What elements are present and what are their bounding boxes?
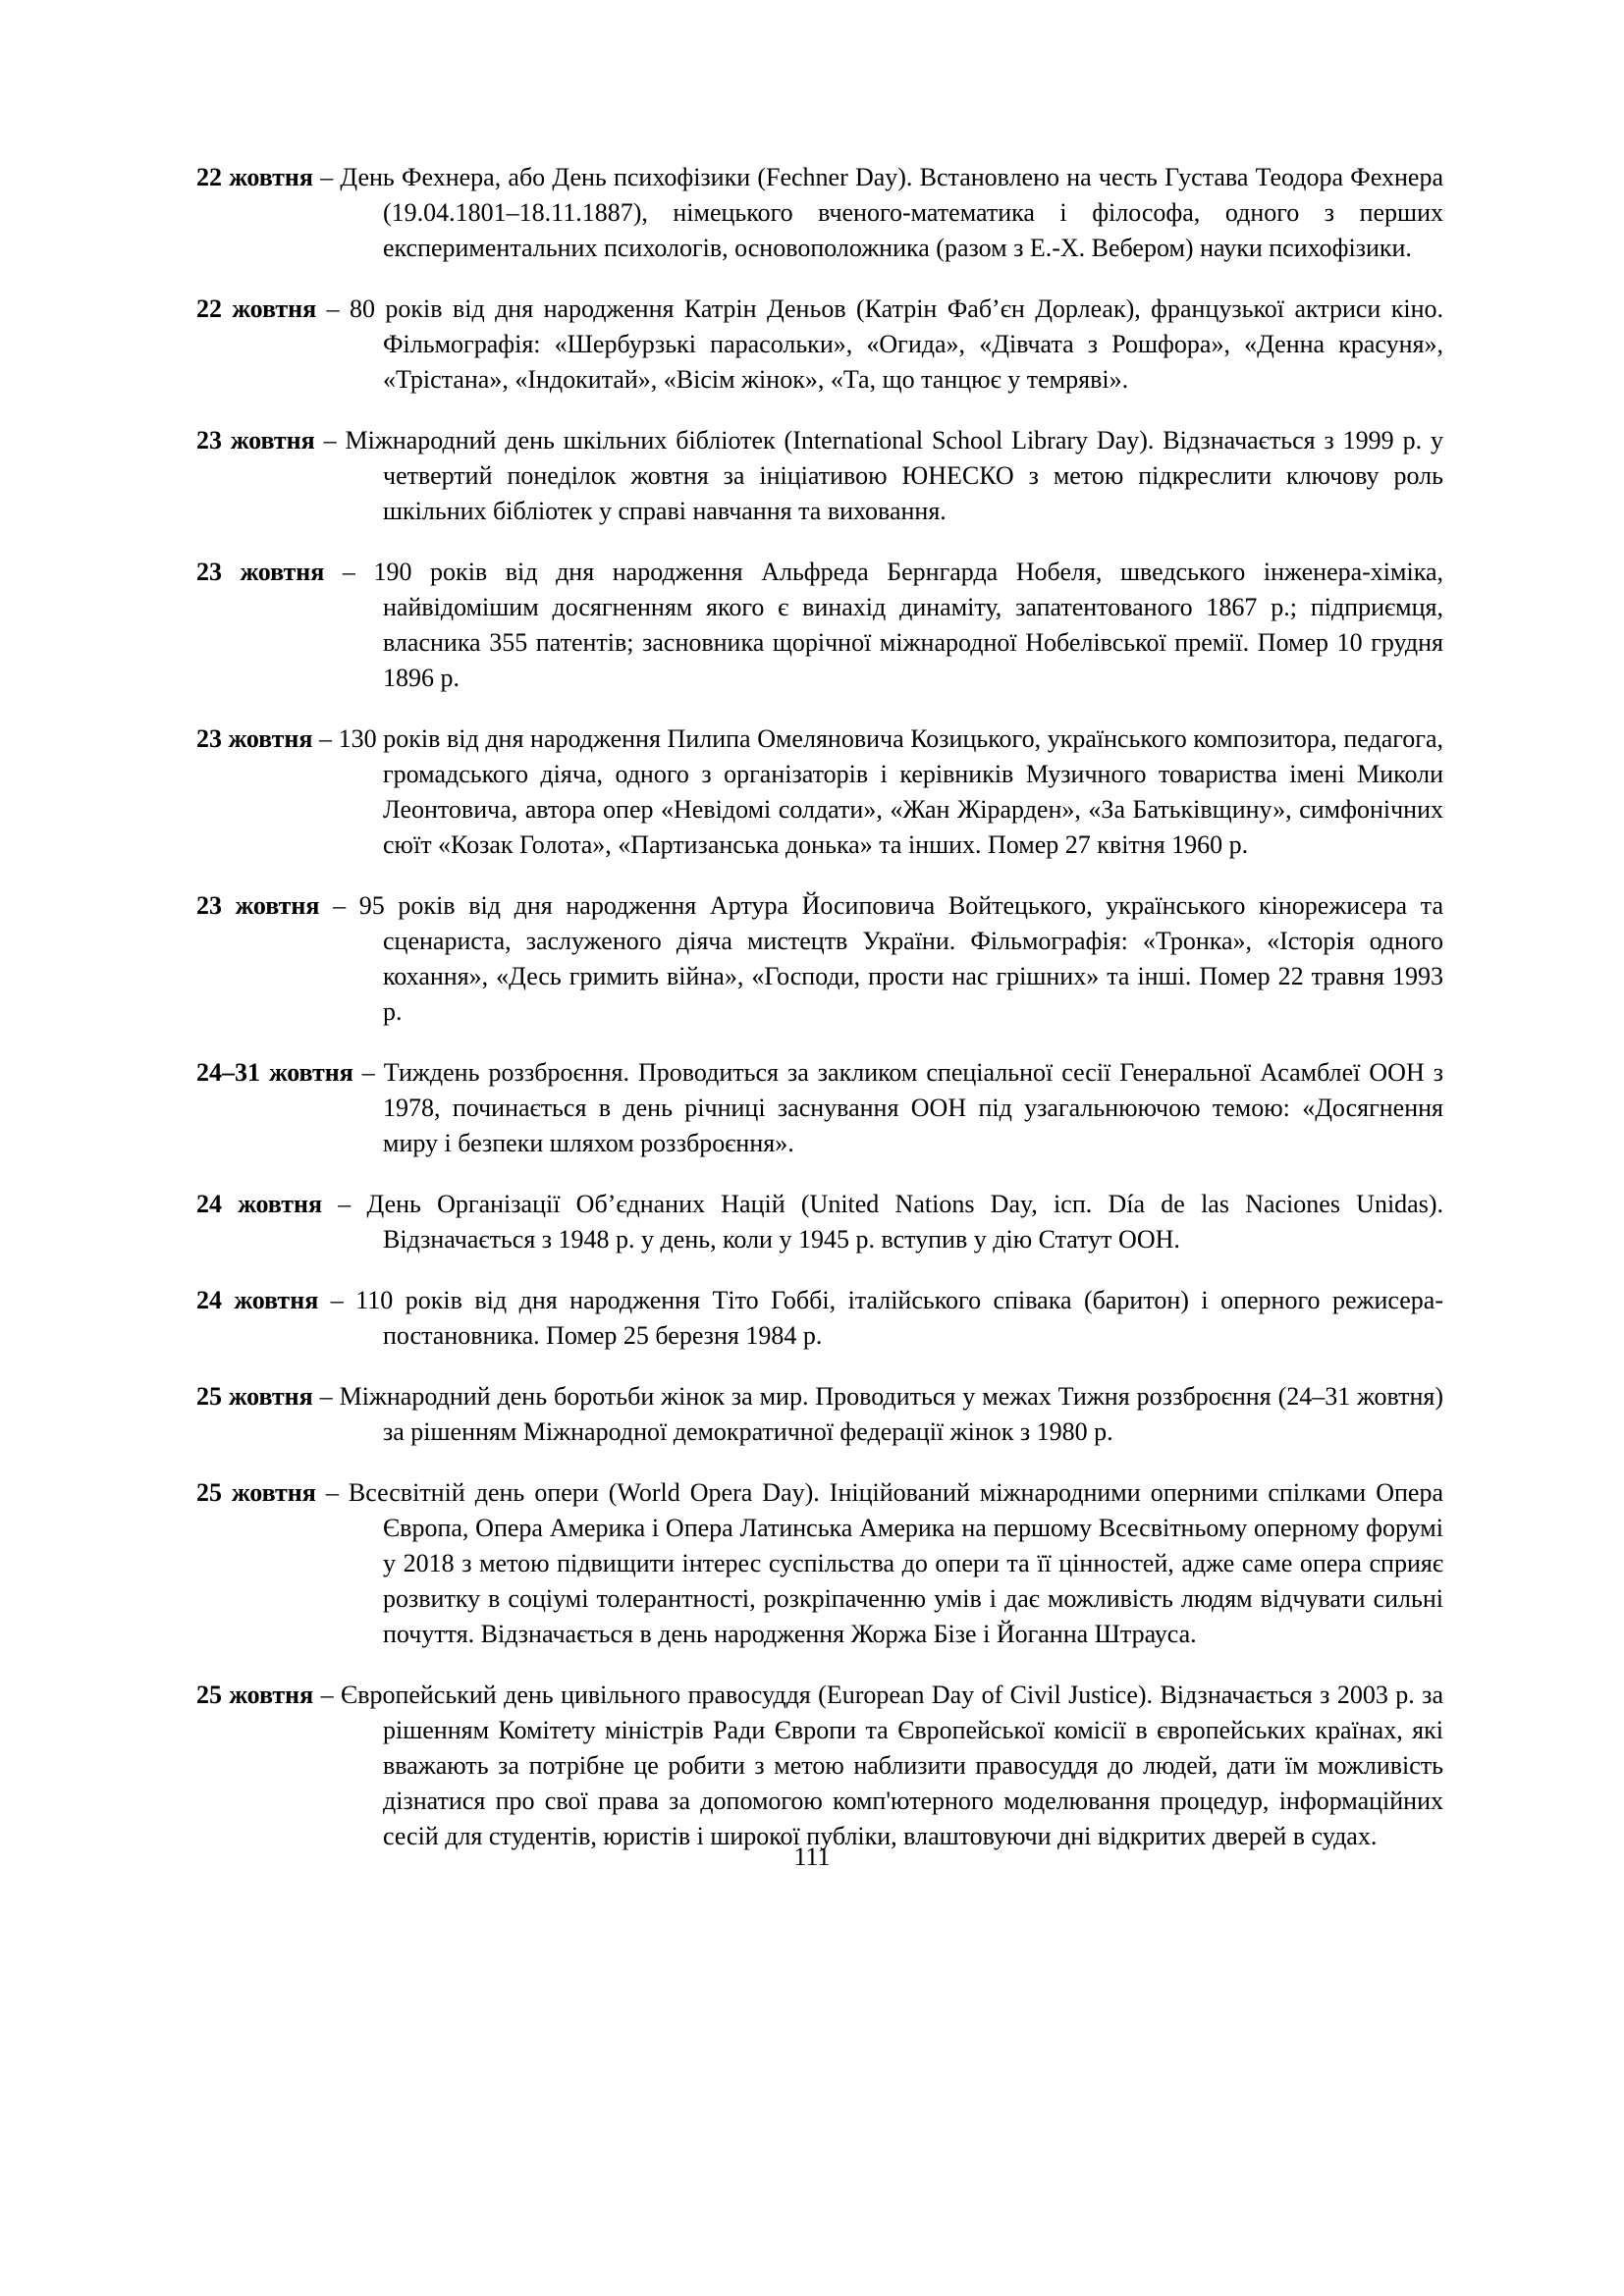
calendar-entry — [196, 292, 1443, 398]
calendar-entries — [196, 134, 1443, 1865]
calendar-entry — [196, 555, 1443, 696]
entry-date: 24 жовтня — [196, 1286, 319, 1314]
entry-date: 23 жовтня — [196, 558, 325, 586]
entry-date: 24 жовтня — [196, 1190, 323, 1218]
entry-text: – Міжнародний день шкільних бібліотек (International School Library Day). Відзначається з 1999 р. у четвертий понеділок жовтня за ініціативою ЮНЕСКО з метою підкреслити ключову роль шкільних бібліотек у справі навчання та виховання. — [314, 426, 1443, 525]
calendar-entry — [196, 1475, 1443, 1652]
calendar-entry — [196, 888, 1443, 1030]
entry-text: – День Організації Об’єднаних Націй (United Nations Day, ісп. Día de las Naciones Unidas). Відзначається з 1948 р. у день, коли у 1945 р. вступив у дію Статут ООН. — [322, 1190, 1443, 1254]
entry-date: 25 жовтня — [196, 1681, 314, 1709]
entry-text: – 110 років від дня народження Тіто Гоббі, італійського співака (баритон) і оперного режисера-постановника. Помер 25 березня 1984 р. — [318, 1286, 1443, 1350]
calendar-entry — [196, 1283, 1443, 1354]
calendar-entry — [196, 721, 1443, 863]
calendar-entry — [196, 1678, 1443, 1854]
entry-text: – День Фехнера, або День психофізики (Fechner Day). Встановлено на честь Густава Теодора Фехнера (19.04.1801–18.11.1887), німецького вченого-математика і філософа, одного з перших експериментальних психологів, основоположника (разом з Е.-Х. Вебером) науки психофізики. — [312, 163, 1443, 262]
entry-date: 23 жовтня — [196, 891, 320, 920]
calendar-entry — [196, 1055, 1443, 1161]
entry-text: – Міжнародний день боротьби жінок за мир. Проводиться у межах Тижня роззброєння (24–31 жовтня) за рішенням Міжнародної демократичної федерації жінок з 1980 р. — [312, 1382, 1443, 1446]
calendar-entry — [196, 423, 1443, 529]
entry-text: – 95 років від дня народження Артура Йосиповича Войтецького, українського кінорежисера та сценариста, заслуженого діяча мистецтв України. Фільмографія: «Тронка», «Історія одного кохання», «Десь гримить війна», «Господи, прости нас грішних» та інші. Помер 22 травня 1993 р. — [319, 891, 1443, 1026]
entry-text: – Тиждень роззброєння. Проводиться за закликом спеціальної сесії Генеральної Асамблеї ООН з 1978, починається в день річниці заснування ООН під узагальнюючою темою: «Досягнення миру і безпеки шляхом роззброєння». — [352, 1058, 1443, 1157]
calendar-entry — [196, 1187, 1443, 1257]
entry-text: – 130 років від дня народження Пилипа Омеляновича Козицького, українського композитора, педагога, громадського діяча, одного з організаторів і керівників Музичного товариства імені Миколи Леонтовича, автора опер «Невідомі солдати», «Жан Жірарден», «За Батьківщину», симфонічних сюїт «Козак Голота», «Партизанська донька» та інших. Помер 27 квітня 1960 р. — [312, 724, 1443, 859]
entry-date: 25 жовтня — [196, 1382, 313, 1411]
entry-text: – 80 років від дня народження Катрін Деньов (Катрін Фаб’єн Дорлеак), французької актриси кіно. Фільмографія: «Шербурзькі парасольки», «Огида», «Дівчата з Рошфора», «Денна красуня», «Трістана», «Індокитай», «Вісім жінок», «Та, що танцює у темряві». — [316, 294, 1443, 394]
calendar-entry — [196, 160, 1443, 266]
entry-date: 23 жовтня — [196, 724, 313, 753]
entry-date: 23 жовтня — [196, 426, 315, 454]
page-number: 111 — [793, 1842, 831, 1871]
entry-date: 22 жовтня — [196, 163, 313, 191]
entry-text: – Європейський день цивільного правосуддя (European Day of Civil Justice). Відзначається з 2003 р. за рішенням Комітету міністрів Ради Європи та Європейської комісії в європейських країнах, які вважають за потрібне це робити з метою наблизити правосуддя до людей, дати їм можливість дізнатися про свої права за допомогою комп'ютерного моделювання процедур, інформаційних сесій для студентів, юристів і широкої публіки, влаштовуючи дні відкритих дверей в судах. — [313, 1681, 1443, 1850]
entry-date: 25 жовтня — [196, 1478, 316, 1507]
calendar-entry — [196, 1379, 1443, 1450]
entry-text: – 190 років від дня народження Альфреда Бернгарда Нобеля, шведського інженера-хіміка, найвідомішим досягненням якого є винахід динаміту, запатентованого 1867 р.; підприємця, власника 355 патентів; засновника щорічної міжнародної Нобелівської премії. Помер 10 грудня 1896 р. — [324, 558, 1443, 692]
entry-text: – Всесвітній день опери (World Opera Day). Ініційований міжнародними оперними спілками Опера Європа, Опера Америка і Опера Латинська Америка на першому Всесвітньому оперному форумі у 2018 з метою підвищити інтерес суспільства до опери та її цінностей, адже саме опера сприяє розвитку в соціумі толерантності, розкріпаченню умів і дає можливість людям відчувати сильні почуття. Відзначається в день народження Жоржа Бізе і Йоганна Штрауса. — [315, 1478, 1443, 1648]
entry-date: 24–31 жовтня — [196, 1058, 353, 1087]
entry-date: 22 жовтня — [196, 294, 317, 323]
